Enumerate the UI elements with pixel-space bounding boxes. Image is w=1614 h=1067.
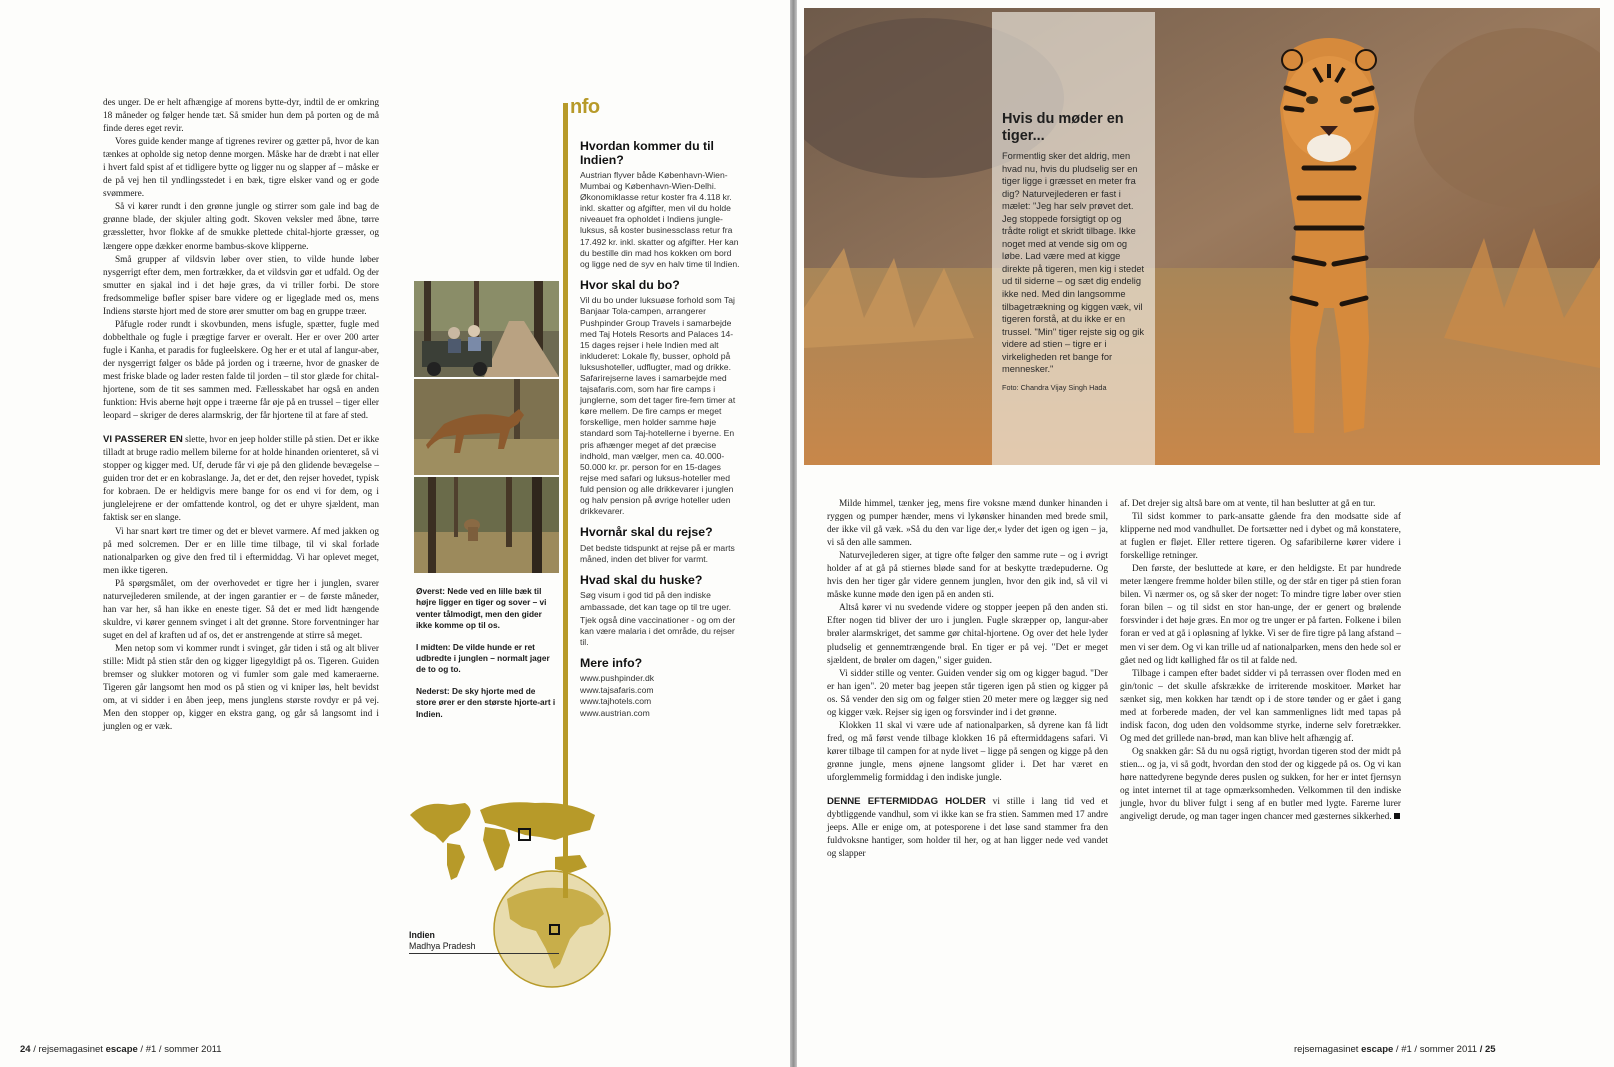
section-lead-text: slette, hvor en jeep holder stille på stien. Det er ikke tilladt at bruge radio mellem bilerne for at holde hinanden orienteret, så vi stopper og kigger med. Uf, derude får vi øje på den glidende bevægelse – guiden tror det er en kobraslange. Ja, det er det, den rejser hovedet, typisk for kobraen. De er heldigvis mere bange for os end vi for dem, og i junglelejrene er der omfattende kontrol, og det er uhyre sjældent, man faktisk ser en slange. (103, 435, 380, 524)
info-text-vaccine: Tjek også dine vaccinationer - og om der kan være malaria i det område, du rejser til. (580, 614, 736, 647)
footer-magazine: rejsemagasinet (1294, 1044, 1362, 1055)
paragraph: På spørgsmålet, om der overhovedet er tigre her i junglen, svarer naturvejlederen smilende, at der ingen garantier er – de første måneder, han var her, så han ikke en eneste tiger. Så det er med lidt hængende skuldre, vi kører gennem svinget i alt det grønne. Store forventninger har suget en del af kraften ud af os, det er anstrengende at stirre så meget. (103, 578, 379, 641)
caption-top: Øverst: Nede ved en lille bæk til højre ligger en tiger og sover – vi venter tålmodigt, men den gider ikke komme op til os. (416, 586, 547, 631)
info-accent-bar (563, 103, 568, 898)
left-footer (20, 1044, 222, 1055)
section-lead: VI PASSERER EN (103, 434, 183, 446)
page-number: 24 (20, 1044, 31, 1055)
info-title-remember: Hvad skal du huske? (580, 572, 703, 587)
link-austrian[interactable]: www.austrian.com (580, 707, 650, 718)
caption-middle: I midten: De vilde hunde er ret udbredte i junglen – normalt jager de to og to. (416, 641, 550, 675)
info-title-stay: Hvor skal du bo? (580, 277, 680, 292)
info-links (580, 673, 740, 719)
footer-season: / sommer 2011 (1411, 1044, 1478, 1055)
info-text-stay: Vil du bo under luksuøse forhold som Taj Banjaar Tola-campen, arrangerer Pushpinder Group Travels i samarbejde med Taj Hotels Resorts and Palaces 14-15 dages rejser i hele Indien med alt inkluderet: Lokale fly, busser, ophold på luksushoteller, udflugter, mad og drikke. Safarirejserne laves i samarbejde med tajsafaris.com, som har fire camps i junglerne, som det tager fire-fem timer at køre mellem. De fire camps er meget forskellige, men holder samme høje standard som Taj-hotellerne i byerne. En pris afhænger meget af det præcise indhold, man vælger, men ca. 40.000-50.000 kr. pr. person for en 15-dages rejse med safari og luksus-hoteller med fuld pension og alle drikkevarer i junglen og halv pension på øvrige hoteller uden drikkevarer. (580, 295, 736, 517)
photo-wild-dog (414, 379, 559, 475)
section-lead-paragraph (103, 433, 379, 525)
paragraph: Påfugle roder rundt i skovbunden, mens isfugle, spætter, fugle med dobbelthale og fugle i prægtige farver er overalt. Her er over 200 arter fugle i Kanha, et paradis for fugleelskere. Og her er et utal af langur-aber, der nysgerrigt følger os både på jorden og i træerne, hvor de gnasker de mest friske blade og lader resten falde til jorden – til stor glæde for chital-hjortene, som de tit ses sammen med. Fællesskabet har også en anden funktion: Hvis aberne højt oppe i træerne får øje på en trussel – tiger eller leopard – skriger de deres alarmskrig, der får hjortene til at fare af sted. (103, 319, 379, 422)
left-page (0, 0, 790, 1067)
right-page (797, 0, 1614, 1067)
footer-season: / sommer 2011 (156, 1044, 222, 1055)
map-label-region: Madhya Pradesh (409, 941, 476, 951)
link-tajsafaris[interactable]: www.tajsafaris.com (580, 684, 654, 695)
footer-issue: / #1 (137, 1044, 157, 1055)
section-lead: DENNE EFTERMIDDAG HOLDER (827, 796, 986, 808)
sidebar-text: Formentlig sker det aldrig, men hvad nu, hvis du pludselig ser en tiger ligge i græsset en meter fra dig? Naturvejlederen er fast i mælet: "Jeg har selv prøvet det. Jeg stoppede forsigtigt op og trådte roligt et skridt tilbage. Ikke noget med at vende sig om og løbe. Lad være med at kigge direkte på tigeren, men kig i stedet ud til siderne – og sæt dig endelig ikke ned. Med din langsomme tilbagetrækning og kiggen væk, vil tigeren forstå, at du ikke er en trussel. "Min" tiger rejste sig og gik videre ad stien – tigre er i virkeligheden ret bange for mennesker." (1002, 151, 1145, 375)
map-label-country: Indien (409, 930, 435, 940)
article-column-right-1 (827, 498, 1108, 861)
article-column-1 (103, 97, 379, 734)
right-footer (1294, 1044, 1496, 1055)
info-box (580, 140, 740, 719)
map-pointer-line (409, 953, 559, 954)
photo-captions (416, 586, 556, 730)
paragraph: Vi har snart kørt tre timer og det er blevet varmere. Af med jakken og på med solcremen. Der er en lille time tilbage, til vi skal forlade nationalparken og give den fred til i eftermiddag. Vi har oplevet meget, men ikke tigeren. (103, 526, 379, 576)
map-label (409, 930, 476, 952)
photo-credit: Foto: Chandra Vijay Singh Hada (1002, 382, 1107, 392)
info-title-travel: Hvordan kommer du til Indien? (580, 139, 714, 167)
paragraph: Milde himmel, tænker jeg, mens fire voksne mænd dunker hinanden i ryggen og pumper hænder, mens vi lykønsker hinanden med brede smil, der ikke vil gå væk. »Så du den var lige der,« lyder det igen og igen – ja, vi så den alle sammen. (827, 499, 1108, 549)
footer-magazine: / rejsemagasinet (30, 1044, 106, 1055)
footer-brand: escape (1361, 1044, 1394, 1055)
paragraph: Den første, der besluttede at køre, er den heldigste. Et par hundrede meter længere fremme holder bilen stille, og der står en tiger på stien foran bilen. Vi nærmer os, og så sker der noget: To mindre tigre løber over stien foran bilen – og til sidst en stor han-unge, der er genert og brølende forsvinder i det høje græs. En mor og tre unger er på farten. Folkene i bilen foran er ved at gå i opløsning af lykke. Vi ser de fire tigre på lang afstand – men vi ser dem. Og vi kan trille ud af nationalparken, mens den hede sol er gået ned og lidt køllighed får os til at falde ned. (1120, 564, 1402, 666)
info-title-when: Hvornår skal du rejse? (580, 525, 713, 540)
paragraph-text: Og snakken går: Så du nu også rigtigt, hvordan tigeren stod der midt på stien... og ja, vi så godt, hvordan den stod der og kiggede på os. Og vi kan høre nattedyrene begynde deres puslen og sukken, for her er intet fjernsyn og intet internet til at tage opmærksomheden. Velkommen til den indiske jungle, hvor du bliver fulgt i seng af en butler med lygte. Farerne lurer angiveligt derude, og man tager ingen chancer med gæsternes sikkerhed. (1120, 746, 1401, 823)
page-gutter (790, 0, 797, 1067)
sidebar-title: Hvis du møder en tiger... (1002, 111, 1124, 144)
link-tajhotels[interactable]: www.tajhotels.com (580, 696, 652, 707)
photo-deer (414, 477, 559, 573)
paragraph: Vi sidder stille og venter. Guiden vender sig om og kigger bagud. "Der er han igen". 20 meter bag jeepen står tigeren igen på stien og kigger på os. Så vender den sig om og følger stien 20 meter mere og lægger sig ned og kigger væk. Rejser sig igen og forsvinder ind i det grønne. (827, 668, 1108, 718)
info-text-travel: Austrian flyver både København-Wien-Mumbai og København-Wien-Delhi. Økonomiklasse retur koster fra 4.118 kr. inkl. skatter og afgifter, men vil du holde niveauet fra opholdet i Indiens jungle-luksus, så koster businessclass retur fra 17.492 kr. inkl. skatter og afgifter. Her kan du bestille din mad hos kokken om bord og ligge ned de syv en halv time til Indien. (580, 170, 740, 269)
photo-jeep-safari (414, 281, 559, 377)
india-globe (492, 869, 612, 989)
paragraph: Vores guide kender mange af tigrenes revirer og gætter på, hvor de kan tænkes at opholde sig netop denne morgen. Måske har de dræbt i nat eller i hvert fald spist af et tidligere bytte og ligger nu og slapper af – måske er de på vej hen til yndlingsstedet i en bæk, tigre elsker vand og er gode svømmere. (103, 137, 379, 200)
paragraph: Tilbage i campen efter badet sidder vi på terrassen over floden med en gin/tonic – det skulle afskrække de irriterende moskitoer. Mørket har sænket sig, men kokken har tændt op i de store tønder og er gået i gang med at forberede maden, der vel kan sammenlignes lidt med tapas på indisk facon, dog uden den voldsomme styrke, inderne selv foretrækker. Og med det grillede nan-brød, man kan blive helt afhængig af. (1120, 668, 1401, 744)
link-pushpinder[interactable]: www.pushpinder.dk (580, 673, 655, 684)
caption-bottom: Nederst: De sky hjorte med de store ører er den største hjorte-art i Indien. (416, 685, 556, 719)
tiger-photo (804, 8, 1600, 465)
end-mark (1394, 813, 1400, 819)
page-number: / 25 (1477, 1044, 1496, 1055)
footer-brand: escape (105, 1044, 138, 1055)
paragraph: Klokken 11 skal vi være ude af nationalparken, så dyrene kan få lidt fred, og må først vende tilbage klokken 16 på eftermiddagens safari. Vi kører tilbage til campen for at nyde livet – ligge på sengen og kigge på den grønne jungle, mens øjnene langsomt glider i. Det har været en uforglemmelig formiddag i den indiske jungle. (827, 720, 1108, 783)
info-text-when: Det bedste tidspunkt at rejse på er marts måned, inden det bliver for varmt. (580, 542, 735, 564)
paragraph: Altså kører vi nu svedende videre og stopper jeepen på den anden sti. Efter nogen tid bliver der uro i junglen. Fugle skræpper op, langur-aber brøler alarmskriget, det samme gør chital-hjortene. Og over det hele lyder pludselig et gennemtrængende brøl. En tiger er på vej. "Det er meget sjældent, de brøler om dagen," siger guiden. (827, 603, 1108, 666)
info-heading: nfo (570, 96, 600, 118)
article-column-right-2 (1120, 498, 1401, 824)
paragraph: Så vi kører rundt i den grønne jungle og stirrer som gale ind bag de grønne blade, der skjuler alting godt. Skoven veksler med åbne, tørre græssletter, hvor flokke af de smukke plettede chital-hjorte græsser, og længere oppe dækker enorme bambus-skove klipperne. (103, 202, 379, 252)
photo-stack (414, 281, 559, 575)
paragraph: Naturvejlederen siger, at tigre ofte følger den samme rute – og i øvrigt holder af at gå på stiernes bløde sand for at beskytte trædepuderne. Og hvis den her tiger går videre gennem junglen, hvor den gik ind, så vil vi måske kunne møde den igen på en anden sti. (827, 551, 1108, 601)
paragraph: af. Det drejer sig altså bare om at vente, til han beslutter at gå en tur. (1120, 499, 1376, 509)
paragraph (1120, 746, 1401, 824)
sidebar-box (1002, 111, 1147, 392)
paragraph: Til sidst kommer to park-ansatte gående fra den modsatte side af klipperne ned mod vandhullet. De fortsætter ned i dybet og må konstatere, at fuglen er fløjet. Eller rettere tigeren. Og safaribilerne kører videre i forskellige retninger. (1120, 512, 1401, 562)
footer-issue: / #1 (1393, 1044, 1412, 1055)
section-lead-text: vi stille i lang tid ved et dybtliggende vandhul, som vi ikke kan se fra stien. Sammen med 17 andre jeeps. Alle er enige om, at potesporene i det løse sand stammer fra den fuldvoksne hantiger, som holder til her, og at han ligger nede ved vandet og slapper (827, 797, 1108, 860)
info-title-more: Mere info? (580, 655, 643, 670)
paragraph: Små grupper af vildsvin løber over stien, to vilde hunde løber nysgerrigt efter dem, men fortrækker, da et vildsvin gør et udfald. Og der smutter en sjakal ind i det høje græs, da vi triller forbi. De store fredsommelige bøfler spiser bare videre og er ligeglade med os, mens Indiens største hjort med de store ører smutter om bag en gruppe træer. (103, 254, 379, 317)
paragraph: Men netop som vi kommer rundt i svinget, går tiden i stå og alt bliver stille: Midt på stien står den og kigger ligegyldigt på os. Tigeren. Guiden bremser og slukker motoren og vi fumler som gale med kameraerne. Tigeren går langsomt hen mod os på stien og vi kniper løs, helt bevidst om, at vi sidder i en åben jeep, mens junglens største rovdyr er på vej. Men den stopper op, kigger en ekstra gang, og går så langsomt ind i junglen og er væk. (103, 643, 379, 733)
info-text-visa: Søg visum i god tid på den indiske ambassade, det kan tage op til tre uger. (580, 590, 731, 612)
section-lead-paragraph (827, 795, 1108, 861)
paragraph: des unger. De er helt afhængige af morens bytte-dyr, indtil de er omkring 18 måneder og følger hende tæt. Så smider hun dem på porten og de må finde deres eget revir. (103, 98, 379, 135)
